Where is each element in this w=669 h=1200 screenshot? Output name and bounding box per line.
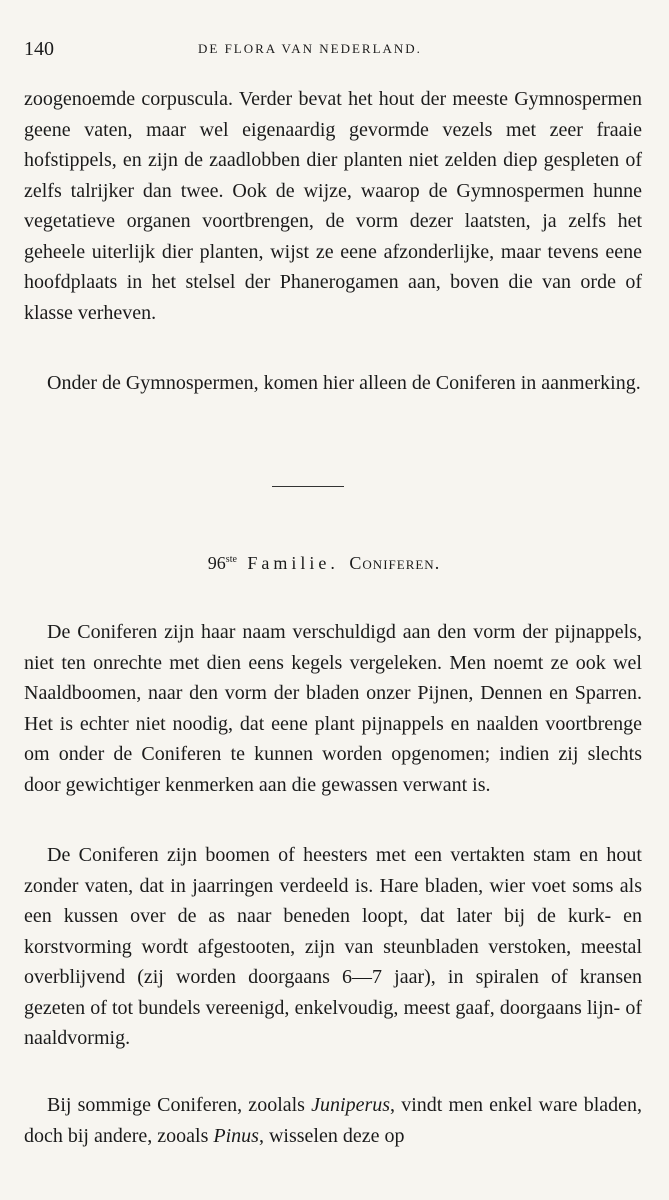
leaves-text-1: Bij sommige Coniferen, zoolals bbox=[47, 1094, 312, 1116]
leaves-text-2: , vindt men enkel ware bladen, doch bij andere, zooals bbox=[24, 1094, 643, 1147]
section-divider bbox=[272, 486, 344, 487]
running-title: DE FLORA VAN NEDERLAND. bbox=[198, 41, 422, 56]
genus-pinus: Pinus bbox=[213, 1124, 259, 1147]
leaves-text-3: , wisselen deze op bbox=[258, 1124, 405, 1147]
paragraph-coniferen-note: Onder de Gymnospermen, komen hier alleen de Coniferen in aanmerking. bbox=[47, 372, 641, 394]
paragraph-name-origin: De Coniferen zijn haar naam verschuldigd aan den vorm der pijnappels, niet ten onrechte met dien eens kegels vergeleken. Men noemt ze ook wel Naaldboomen, naar den vorm der bladen onzer Pijnen, Dennen en Sparren. Het is echter niet noodig, dat eene plant pijnappels en naalden voortbrenge om onder de Coniferen te kunnen worden opgenomen; indien zij slechts door gewichtiger kenmerken aan die gewassen verwant is. bbox=[24, 621, 642, 796]
family-number-suffix: ste bbox=[225, 554, 237, 565]
family-name: Coniferen. bbox=[349, 553, 441, 573]
family-number: 96 bbox=[207, 553, 226, 573]
paragraph-gymnosperm-wood: zoogenoemde corpuscula. Verder bevat het hout der meeste Gymnospermen geene vaten, maar wel eigenaardig gevormde vezels met zeer fraaie hofstippels, en zijn de zaadlobben dier planten niet zelden diep gespleten of zelfs talrijker dan twee. Ook de wijze, waarop de Gymnospermen hunne vegetatieve organen voortbrengen, de vorm dezer laatsten, ja zelfs het geheele uiterlijk dier planten, wijst ze eene afzonderlijke, maar tevens eene hoofdplaats in het stelsel der Phanerogamen aan, boven die van orde of klasse verheven. bbox=[24, 88, 642, 324]
paragraph-description: De Coniferen zijn boomen of heesters met een vertakten stam en hout zonder vaten, dat in jaarringen verdeeld is. Hare bladen, wier voet soms als een kussen over de as naar beneden loopt, dat later bij de kurk- en korstvorming wordt afgestooten, zijn van steunbladen verstoken, meestal overblijvend (zij worden doorgaans 6—7 jaar), in spiralen of kransen gezeten of tot bundels vereenigd, enkelvoudig, meest gaaf, doorgaans lijn- of naaldvormig. bbox=[24, 844, 642, 1049]
page-number: 140 bbox=[24, 38, 54, 60]
book-page bbox=[24, 0, 644, 1200]
family-label: Familie. bbox=[247, 553, 339, 573]
section-heading bbox=[24, 553, 624, 574]
genus-juniperus: Juniperus bbox=[311, 1094, 391, 1116]
page-header bbox=[24, 38, 644, 62]
paragraph-leaves bbox=[24, 1090, 642, 1152]
